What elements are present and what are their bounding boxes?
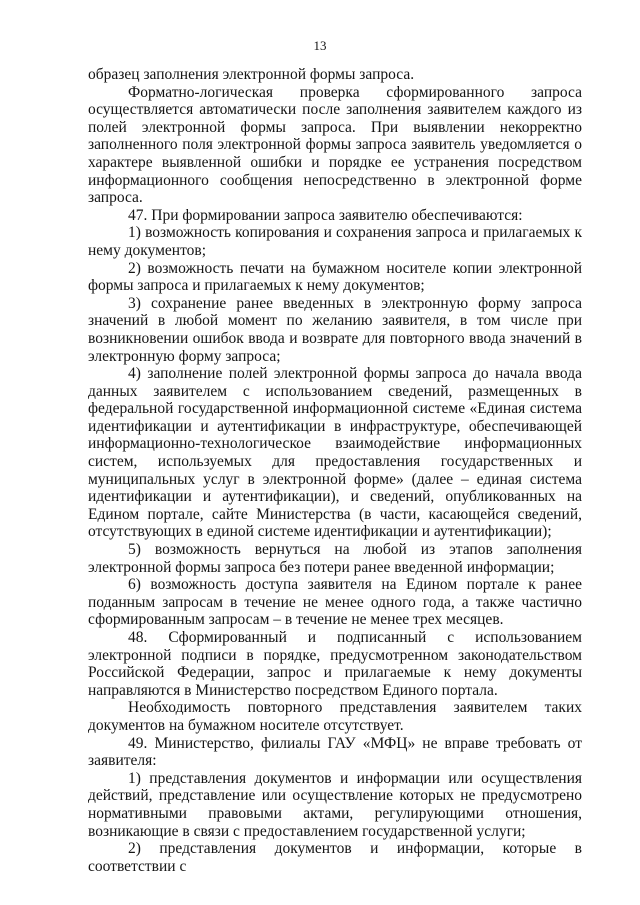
paragraph-49-subitem-1: 1) представления документов и информации или осуществления действий, представление или осуществление которых не предусмотрено нормативными правовыми актами, регулирующими отношения, возникающие в связи с предоставлением государственной услуги; xyxy=(88,769,582,840)
paragraph-47-subitem-4: 4) заполнение полей электронной формы запроса до начала ввода данных заявителем с использованием сведений, размещенных в федеральной государственной информационной системе «Единая система идентификации и аутентификации в инфраструктуре, обеспечивающей информационно-технологическое взаимодействие информационных систем, используемых для предоставления государственных и муниципальных услуг в электронной форме» (далее – единая система идентификации и аутентификации), и сведений, опубликованных на Едином портале, сайте Министерства (в части, касающейся сведений, отсутствующих в единой системе идентификации и аутентификации); xyxy=(88,365,582,541)
page-number: 13 xyxy=(313,38,327,53)
paragraph-item-47: 47. При формировании запроса заявителю обеспечиваются: xyxy=(128,206,523,224)
document-body xyxy=(88,66,582,875)
paragraph-49-subitem-2: 2) представления документов и информации, которые в соответствии с xyxy=(88,840,582,875)
paragraph-47-subitem-6: 6) возможность доступа заявителя на Едином портале к ранее поданным запросам в течение не менее одного года, а также частично сформированным запросам – в течение не менее трех месяцев. xyxy=(88,576,582,629)
paragraph-continuation: образец заполнения электронной формы запроса. xyxy=(88,66,415,83)
paragraph-47-subitem-5: 5) возможность вернуться на любой из этапов заполнения электронной формы запроса без потери ранее введенной информации; xyxy=(88,541,582,576)
paragraph-item-48: 48. Сформированный и подписанный с использованием электронной подписи в порядке, предусмотренном законодательством Российской Федерации, запрос и прилагаемые к нему документы направляются в Министерство посредством Единого портала. xyxy=(88,629,582,699)
paragraph-paper-not-required: Необходимость повторного представления заявителем таких документов на бумажном носителе отсутствует. xyxy=(88,699,582,734)
paragraph-item-49: 49. Министерство, филиалы ГАУ «МФЦ» не вправе требовать от заявителя: xyxy=(88,734,582,770)
paragraph-47-subitem-2: 2) возможность печати на бумажном носителе копии электронной формы запроса и прилагаемых к нему документов; xyxy=(88,259,582,295)
paragraph-47-subitem-3: 3) сохранение ранее введенных в электронную форму запроса значений в любой момент по желанию заявителя, в том числе при возникновении ошибок ввода и возврате для повторного ввода значений в электронную форму запроса; xyxy=(88,294,582,365)
paragraph-format-check: Форматно-логическая проверка сформированного запроса осуществляется автоматически после заполнения заявителем каждого из полей электронной формы запроса. При выявлении некорректно заполненного поля электронной формы запроса заявитель уведомляется о характере выявленной ошибки и порядке ее устранения посредством информационного сообщения непосредственно в электронной форме запроса. xyxy=(88,83,582,207)
paragraph-47-subitem-1: 1) возможность копирования и сохранения запроса и прилагаемых к нему документов; xyxy=(88,224,582,259)
